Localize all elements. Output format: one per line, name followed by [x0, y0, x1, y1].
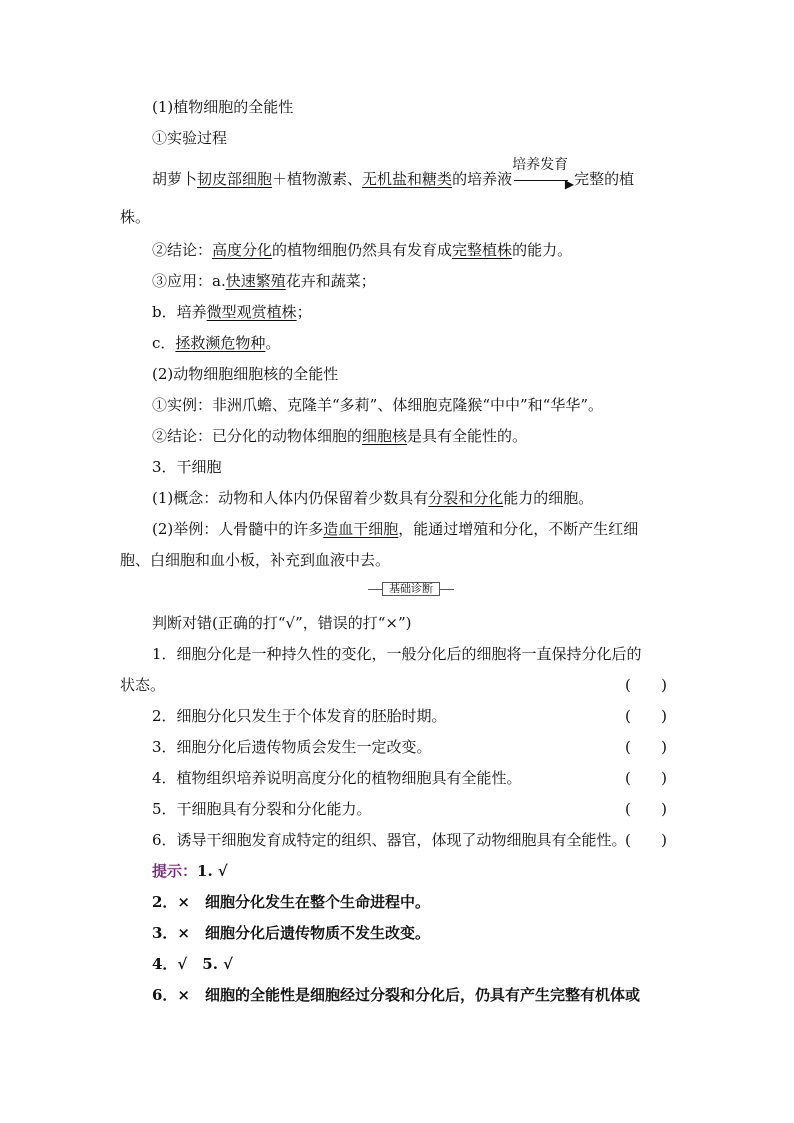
close-paren: )	[661, 707, 667, 725]
experiment-process-line	[152, 157, 635, 191]
underlined-term: 分裂和分化	[428, 489, 504, 507]
text: 能力的细胞。	[503, 489, 594, 507]
underlined-term: 完整植株	[452, 241, 513, 259]
close-paren: )	[661, 738, 667, 756]
text: ②结论：已分化的动物体细胞的	[152, 427, 363, 445]
text: b．培养	[152, 303, 207, 321]
experiment-process-heading: ①实验过程	[152, 129, 228, 147]
underlined-term: 高度分化	[212, 241, 273, 259]
answer-6: 6．× 细胞的全能性是细胞经过分裂和分化后，仍具有产生完整有机体或	[152, 986, 641, 1004]
answer-blank-6[interactable]	[625, 829, 667, 851]
text: 是具有全能性的。	[407, 427, 528, 445]
answer-4-5: 4．√ 5. √	[152, 955, 234, 973]
text: ②结论：	[152, 241, 213, 259]
judge-instructions: 判断对错(正确的打“√”，错误的打“×”)	[152, 614, 412, 632]
conclusion-line	[152, 239, 572, 261]
arrow-label: 培养发育	[512, 157, 569, 173]
text: c．	[152, 334, 176, 352]
open-paren: (	[625, 831, 631, 849]
question-5: 5．干细胞具有分裂和分化能力。	[152, 800, 372, 818]
culture-arrow	[512, 157, 575, 191]
text: ；	[296, 303, 312, 321]
text: 胡萝卜	[152, 170, 198, 188]
section-title-animal-nucleus: (2)动物细胞细胞核的全能性	[152, 365, 339, 383]
application-a-line	[152, 270, 376, 292]
text: 的培养液	[452, 170, 513, 188]
concept-line	[152, 487, 593, 509]
answer-2: 2．× 细胞分化发生在整个生命进程中。	[152, 893, 431, 911]
answer-blank-5[interactable]	[625, 798, 667, 820]
answer-blank-4[interactable]	[625, 767, 667, 789]
close-paren: )	[661, 769, 667, 787]
question-2: 2．细胞分化只发生于个体发育的胚胎时期。	[152, 707, 447, 725]
answer-blank-2[interactable]	[625, 705, 667, 727]
underlined-term: 造血干细胞	[323, 520, 399, 538]
arrow-head-icon: ▶	[564, 177, 575, 191]
application-c-line	[152, 332, 280, 354]
underlined-term: 无机盐和糖类	[362, 170, 453, 188]
section-title-stem-cells: 3．干细胞	[152, 458, 222, 476]
conclusion2-line	[152, 425, 527, 447]
question-4: 4．植物组织培养说明高度分化的植物细胞具有全能性。	[152, 769, 522, 787]
open-paren: (	[625, 800, 631, 818]
question-3: 3．细胞分化后遗传物质会发生一定改变。	[152, 738, 432, 756]
answer-1: 1. √	[197, 862, 228, 880]
section-banner	[368, 582, 454, 596]
text: (2)举例：人骨髓中的许多	[152, 520, 324, 538]
text: ＋植物激素、	[272, 170, 363, 188]
open-paren: (	[625, 676, 631, 694]
underlined-term: 拯救濒危物种	[175, 334, 266, 352]
hint-line	[152, 860, 228, 882]
answer-3: 3．× 细胞分化后遗传物质不发生改变。	[152, 924, 431, 942]
underlined-term: 韧皮部细胞	[197, 170, 273, 188]
text: 的能力。	[512, 241, 573, 259]
text: 完整的植	[574, 170, 635, 188]
close-paren: )	[661, 676, 667, 694]
text: ，能通过增殖和分化，不断产生红细	[398, 520, 639, 538]
text: (1)概念：动物和人体内仍保留着少数具有	[152, 489, 429, 507]
underlined-term: 快速繁殖	[225, 272, 286, 290]
examples-line: ①实例：非洲爪蟾、克隆羊“多莉”、体细胞克隆猴“中中”和“华华”。	[152, 396, 604, 414]
experiment-process-continuation: 株。	[120, 208, 151, 226]
question-6: 6．诱导干细胞发育成特定的组织、器官，体现了动物细胞具有全能性。	[152, 831, 627, 849]
question-1-line-1: 1．细胞分化是一种持久性的变化，一般分化后的细胞将一直保持分化后的	[152, 645, 642, 663]
section-title-plant-totipotency: (1)植物细胞的全能性	[152, 98, 294, 116]
answer-blank-3[interactable]	[625, 736, 667, 758]
banner-label: 基础诊断	[382, 582, 440, 596]
underlined-term: 细胞核	[362, 427, 408, 445]
open-paren: (	[625, 707, 631, 725]
close-paren: )	[661, 831, 667, 849]
open-paren: (	[625, 738, 631, 756]
question-1-line-2: 状态。	[120, 676, 166, 694]
text: 的植物细胞仍然具有发育成	[272, 241, 453, 259]
hint-label: 提示：	[152, 862, 198, 880]
close-paren: )	[661, 800, 667, 818]
answer-blank-1[interactable]	[625, 674, 667, 696]
example-line	[152, 518, 638, 540]
underlined-term: 微型观赏植株	[206, 303, 297, 321]
example-continuation: 胞、白细胞和血小板，补充到血液中去。	[120, 551, 391, 569]
application-b-line	[152, 301, 312, 323]
text: ③应用：a.	[152, 272, 226, 290]
text: 。	[265, 334, 281, 352]
open-paren: (	[625, 769, 631, 787]
text: 花卉和蔬菜；	[285, 272, 376, 290]
